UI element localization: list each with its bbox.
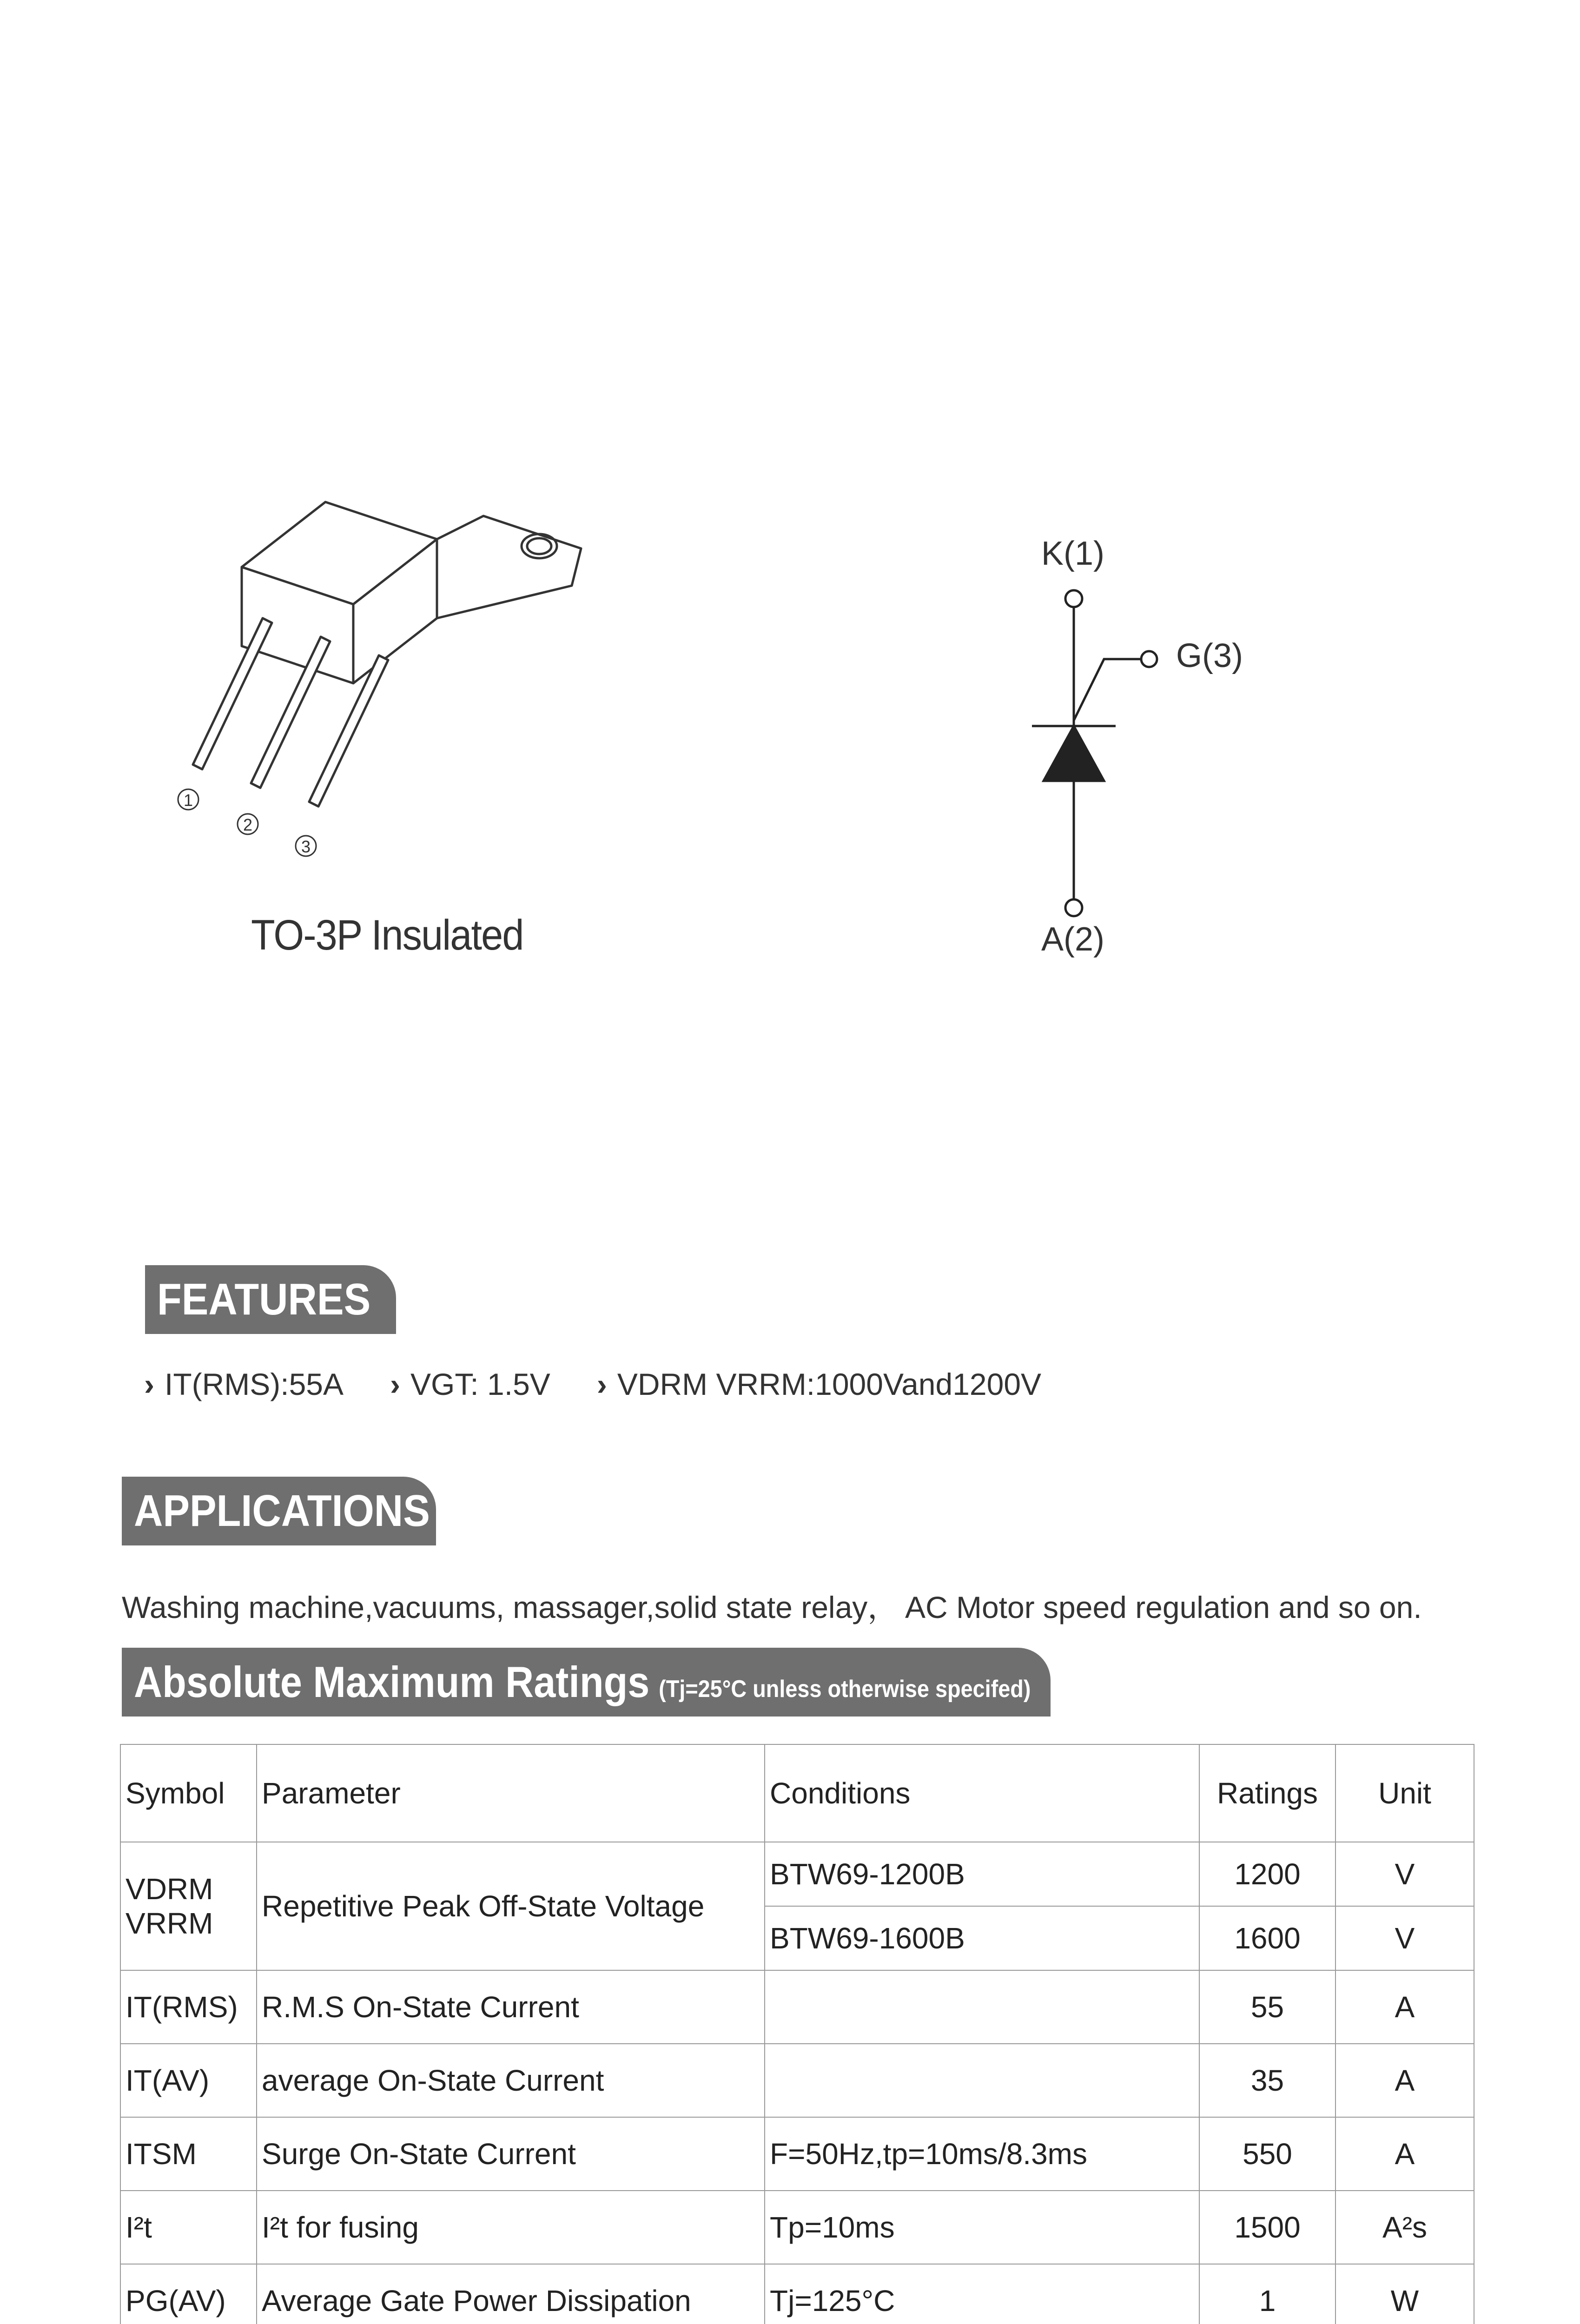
features-heading-text: FEATURES bbox=[157, 1274, 371, 1324]
feature-text: VGT: 1.5V bbox=[410, 1367, 550, 1401]
cell-symbol: ITSM bbox=[120, 2117, 257, 2191]
pin-number-1: 1 bbox=[183, 791, 193, 810]
cell-condition bbox=[765, 1970, 1199, 2044]
cell-condition: Tp=10ms bbox=[765, 2191, 1199, 2264]
table-row bbox=[120, 1842, 1474, 1906]
applications-heading-text: APPLICATIONS bbox=[134, 1486, 430, 1536]
applications-heading bbox=[122, 1477, 436, 1545]
cell-rating: 1200 bbox=[1199, 1842, 1335, 1906]
cell-unit: A²s bbox=[1335, 2191, 1474, 2264]
cell-rating: 1 bbox=[1199, 2264, 1335, 2324]
cathode-label: K(1) bbox=[1041, 535, 1105, 572]
feature-item bbox=[390, 1367, 550, 1402]
header-parameter: Parameter bbox=[257, 1744, 765, 1842]
cell-unit: A bbox=[1335, 1970, 1474, 2044]
feature-item bbox=[597, 1367, 1041, 1402]
cell-unit: A bbox=[1335, 2044, 1474, 2117]
table-row bbox=[120, 1970, 1474, 2044]
cell-condition: BTW69-1600B bbox=[765, 1906, 1199, 1970]
header-conditions: Conditions bbox=[765, 1744, 1199, 1842]
chevron-right-icon: › bbox=[144, 1367, 154, 1401]
cell-parameter: Repetitive Peak Off-State Voltage bbox=[257, 1842, 765, 1970]
chevron-right-icon: › bbox=[390, 1367, 401, 1401]
table-row bbox=[120, 2117, 1474, 2191]
header-symbol: Symbol bbox=[120, 1744, 257, 1842]
scr-symbol bbox=[999, 530, 1278, 985]
cell-rating: 1500 bbox=[1199, 2191, 1335, 2264]
cell-parameter: Average Gate Power Dissipation bbox=[257, 2264, 765, 2324]
cell-parameter: average On-State Current bbox=[257, 2044, 765, 2117]
feature-text: VDRM VRRM:1000Vand1200V bbox=[617, 1367, 1042, 1401]
package-caption: TO-3P Insulated bbox=[251, 911, 523, 959]
gate-label: G(3) bbox=[1176, 637, 1243, 674]
applications-text: Washing machine,vacuums, massager,solid state relay， AC Motor speed regulation and so on. bbox=[122, 1590, 1422, 1624]
cell-rating: 550 bbox=[1199, 2117, 1335, 2191]
cell-condition bbox=[765, 2044, 1199, 2117]
features-list bbox=[144, 1367, 1088, 1402]
cell-symbol: IT(RMS) bbox=[120, 1970, 257, 2044]
header-unit: Unit bbox=[1335, 1744, 1474, 1842]
ratings-heading-text: Absolute Maximum Ratings bbox=[134, 1657, 650, 1706]
features-heading bbox=[145, 1265, 396, 1334]
cell-parameter: I²t for fusing bbox=[257, 2191, 765, 2264]
chevron-right-icon: › bbox=[596, 1367, 607, 1401]
cell-symbol: PG(AV) bbox=[120, 2264, 257, 2324]
cell-unit: V bbox=[1335, 1906, 1474, 1970]
cell-parameter: Surge On-State Current bbox=[257, 2117, 765, 2191]
cell-unit: V bbox=[1335, 1842, 1474, 1906]
cell-symbol: IT(AV) bbox=[120, 2044, 257, 2117]
pin-number-3: 3 bbox=[301, 837, 311, 856]
feature-item bbox=[144, 1367, 344, 1402]
ratings-heading-subtitle: (Tj=25°C unless otherwise specifed) bbox=[659, 1676, 1031, 1703]
to3p-package-drawing bbox=[158, 479, 646, 869]
table-header-row bbox=[120, 1744, 1474, 1842]
cell-unit: A bbox=[1335, 2117, 1474, 2191]
ratings-heading bbox=[122, 1648, 1051, 1717]
cell-condition: F=50Hz,tp=10ms/8.3ms bbox=[765, 2117, 1199, 2191]
cell-symbol: I²t bbox=[120, 2191, 257, 2264]
ratings-table bbox=[120, 1744, 1474, 2324]
cell-symbol: VDRM VRRM bbox=[120, 1842, 257, 1970]
cell-condition: Tj=125°C bbox=[765, 2264, 1199, 2324]
table-row bbox=[120, 2044, 1474, 2117]
header-ratings: Ratings bbox=[1199, 1744, 1335, 1842]
anode-label: A(2) bbox=[1041, 921, 1105, 958]
cell-rating: 1600 bbox=[1199, 1906, 1335, 1970]
table-row bbox=[120, 2191, 1474, 2264]
cell-parameter: R.M.S On-State Current bbox=[257, 1970, 765, 2044]
table-row bbox=[120, 2264, 1474, 2324]
cell-rating: 35 bbox=[1199, 2044, 1335, 2117]
cell-unit: W bbox=[1335, 2264, 1474, 2324]
cell-rating: 55 bbox=[1199, 1970, 1335, 2044]
feature-text: IT(RMS):55A bbox=[164, 1367, 344, 1401]
pin-number-2: 2 bbox=[243, 815, 253, 834]
cell-condition: BTW69-1200B bbox=[765, 1842, 1199, 1906]
